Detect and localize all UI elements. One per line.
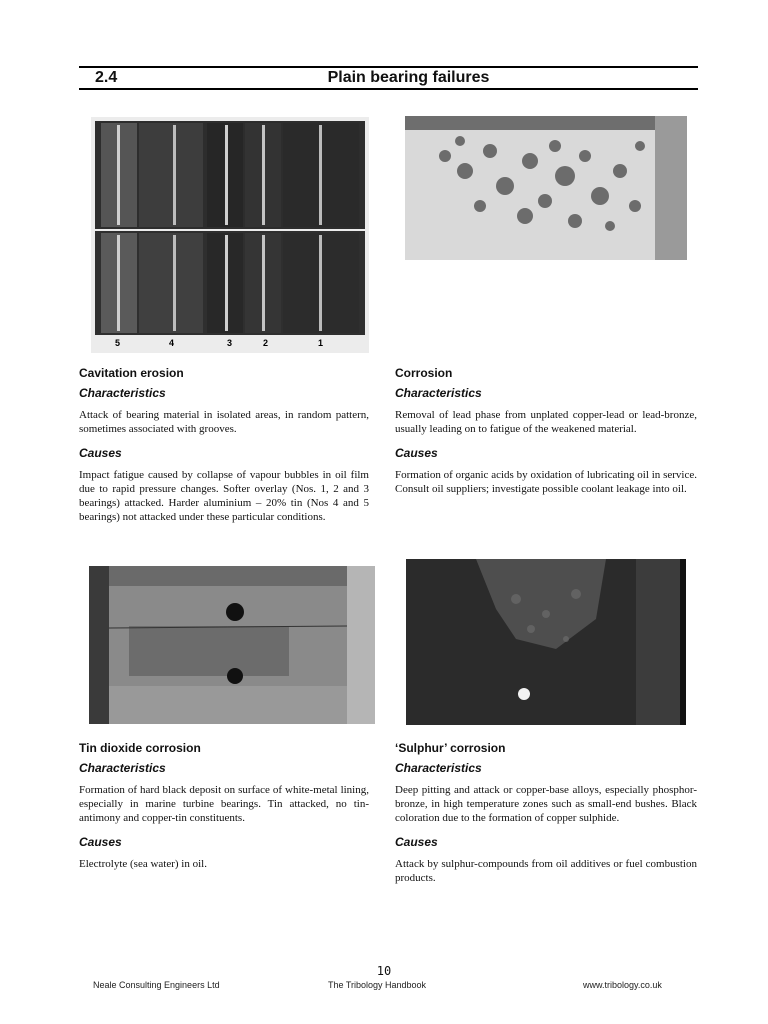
bearing-label-3: 3	[227, 338, 233, 348]
causes-heading: Causes	[395, 835, 438, 849]
section-sulphur-corrosion	[395, 741, 697, 895]
characteristics-text: Deep pitting and attack or copper-base alloys, especially phosphor-bronze, in high temperature zones such as small-end bushes. Black coloration due to the formation of copper sulphide.	[395, 784, 697, 824]
causes-text: Formation of organic acids by oxidation of lubricating oil in service. Consult oil suppliers; investigate possible coolant leakage into oil.	[395, 469, 697, 495]
bearing-label-4: 4	[169, 338, 175, 348]
characteristics-text: Removal of lead phase from unplated copper-lead or lead-bronze, usually leading on to fatigue of the weakened material.	[395, 409, 697, 435]
characteristics-heading: Characteristics	[395, 386, 482, 400]
causes-heading: Causes	[79, 835, 122, 849]
causes-text: Electrolyte (sea water) in oil.	[79, 858, 207, 870]
section-number: 2.4	[95, 69, 118, 86]
bearing-shells-bottom	[95, 231, 365, 335]
characteristics-heading: Characteristics	[79, 386, 166, 400]
footer-publisher: Neale Consulting Engineers Ltd	[93, 980, 220, 990]
section-title: Corrosion	[395, 366, 453, 380]
page-number: 10	[376, 964, 392, 978]
photo-sulphur-corrosion	[406, 559, 686, 725]
footer-book-title: The Tribology Handbook	[328, 980, 427, 990]
causes-heading: Causes	[79, 446, 122, 460]
bearing-label-2: 2	[263, 338, 269, 348]
section-cavitation-erosion	[79, 366, 369, 534]
photo-tin-dioxide-corrosion	[89, 566, 375, 724]
page-title: Plain bearing failures	[327, 69, 490, 86]
section-header	[79, 66, 698, 90]
bearing-shells-top	[95, 121, 365, 229]
bearing-label-1: 1	[318, 338, 324, 348]
photo-corrosion	[405, 116, 687, 260]
causes-heading: Causes	[395, 446, 438, 460]
section-title: ‘Sulphur’ corrosion	[395, 741, 506, 755]
characteristics-heading: Characteristics	[395, 761, 482, 775]
characteristics-text: Formation of hard black deposit on surface of white-metal lining, especially in marine turbine bearings. Tin attacked, no tin-antimony and copper-tin constituents.	[79, 784, 369, 824]
section-title: Cavitation erosion	[79, 366, 184, 380]
bearing-label-5: 5	[115, 338, 121, 348]
section-corrosion	[395, 366, 697, 506]
causes-text: Attack by sulphur-compounds from oil additives or fuel combustion products.	[395, 858, 697, 884]
footer-website-link[interactable]: www.tribology.co.uk	[583, 980, 662, 990]
section-title: Tin dioxide corrosion	[79, 741, 201, 755]
causes-text: Impact fatigue caused by collapse of vapour bubbles in oil film due to rapid pressure changes. Softer overlay (Nos. 1, 2 and 3 bearings) attacked. Harder aluminium – 20% tin (Nos 4 and 5 bearings) not attacked under these particular conditions.	[79, 469, 369, 523]
characteristics-text: Attack of bearing material in isolated areas, in random pattern, sometimes associated with grooves.	[79, 409, 369, 435]
section-tin-dioxide-corrosion	[79, 741, 369, 881]
photo-cavitation-erosion	[91, 117, 369, 353]
characteristics-heading: Characteristics	[79, 761, 166, 775]
